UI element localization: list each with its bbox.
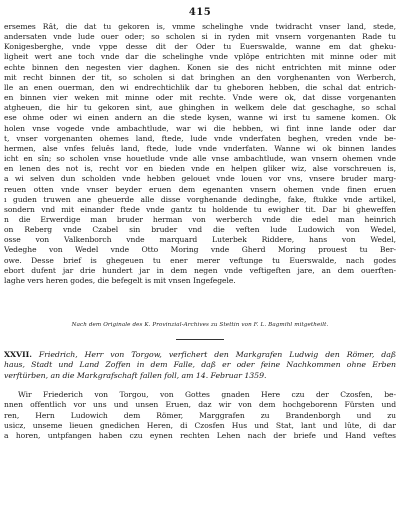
text-line: atgheuen, die hir tu gekoren sint, aue ghinghen in welkem dele dat geschaghe, so schal (4, 103, 396, 113)
charter-body-text (4, 22, 396, 286)
heading-line: verftürben, an die Markgrafschaft fallen foll, am 14. Februar 1359. (4, 370, 267, 380)
charter-text (4, 390, 396, 441)
text-line: n die Erwerdige man bruder herman von werberch vnde die edel man heinrich (4, 214, 396, 224)
text-line: a horen, untpfangen haben czu eynen rechten Lehen nach der briefe und Hand veftes (4, 431, 396, 441)
text-line: echte binnen den negesten vier daghen. Konen sie des nicht entrichten mit minne oder (4, 62, 396, 72)
text-line: ren, Hern Ludowich dem Römer, Marggrafen zu Brandenborgh und zu (4, 410, 396, 420)
text-line: andersaten vnde lude ouer oder; so scholen si in ryden mit vnsern vorgenanten Rade tu (4, 32, 396, 42)
text-line: sondern vnd mit einander ftede vnde gantz tu holdende tu ewigher tit. Dar bi gheweffen (4, 204, 396, 214)
text-line: laghe vers heren godes, die befegelt is mit vnsen Ingefegele. (4, 275, 236, 285)
page-number: 415 (188, 7, 212, 18)
source-note: Nach dem Originale des K. Provinzial-Archives zu Stettin von F. L. Bagmihl mitgetheilt. (71, 322, 329, 328)
text-line: ebort dufent jar drie hundert jar in dem negen vnde veftigeften jare, an dem ouerften- (4, 265, 396, 275)
heading-line: Friedrich, Herr von Torgow, verfichert den Markgrafen Ludwig den Römer, daß (38, 350, 396, 359)
text-line: reuen otten vnde vnser beyder eruen dem egenanten vnsern ohemen vnde finen eruen (4, 184, 396, 194)
text-line: mit recht binnen der tit, so scholen si dat bringhen an den vorghenanten von Werberch, (4, 72, 396, 82)
text-line: en lenen des not is, recht vor en bieden vnde en helpen gliker wiz, alse vorschreuen is, (4, 164, 396, 174)
text-line: ese ohme oder wi einen andern an die stede kysen, wanne wi irst tu samene komen. Ok (4, 113, 396, 123)
text-line: Konigesberghe, vnde vppe desse dit der Oder tu Euerswalde, wanne em dat gheku- (4, 42, 396, 52)
text-line: ı guden truwen ane gheuerde alle disse vorghenande dedinghe, fake, ftukke vnde artikel, (4, 194, 396, 204)
text-line: usicz, unseme lieuen gnedichen Heren, di Czosfen Hus und Stat, lant und lûte, di dar (4, 420, 396, 430)
heading-line: haus, Stadt und Land Zoffen in dem Falle, daß er oder feine Nachkommen ohne Erben (4, 360, 396, 370)
text-line: en binnen vier weken mit minne oder mit rechte. Vnde were ok, dat disse vorgenanten (4, 93, 396, 103)
text-line: holen vnse vogede vnde ambachtlude, war wi die hebben, wi fint inne lande oder dar (4, 123, 396, 133)
text-line: on Reberg vnde Czabel sin bruder vnd die veften lude Ludowich von Wedel, (4, 225, 396, 235)
text-line: nnen offentlich vor uns und unsen Eruen, daz wir von dem hochgeborenn Fürsten und (4, 400, 396, 410)
text-line: hermen, alse vnfes feluês land, ftede, lude vnde vnderfaten. Wanne wi ok binnen landes (4, 143, 396, 153)
text-line: t, vnser vorgenanten ohemes land, ftede, lude vnde vnderfaten beghen, vreden vnde be- (4, 133, 396, 143)
text-line: osse von Valkenborch vnde marquard Luterbek Riddere, hans von Wedel, (4, 235, 396, 245)
text-line: Vedeghe von Wedel vnde Otto Moring vnde Gherd Moring prouest tu Ber- (4, 245, 396, 255)
text-line: owe. Desse brief is ghegeuen tu ener merer veftunge tu Euerswalde, nach godes (4, 255, 396, 265)
text-line: ligheit wert ane toch vnde dar die schelinghe vnde vplôpe entrichten mit minne oder mit (4, 52, 396, 62)
text-line: icht en sîn; so scholen vnse houetlude vnde alle vnse ambachtlude, wan vnsern ohemen vnde (4, 154, 396, 164)
section-heading (4, 350, 396, 381)
text-line: Wir Friederich von Torgou, von Gottes gnaden Here czu der Czosfen, be- (18, 390, 396, 399)
text-line: ersemes Rât, die dat tu gekoren is, vmme schelinghe vnde twidracht vnser land, stede, (4, 22, 396, 31)
text-line: a wi selven dun scholden vnde hebben gelouet vnde louen vor vns, vnsere bruder marg- (4, 174, 396, 184)
section-number: XXVII. (4, 350, 32, 359)
section-divider (176, 339, 224, 340)
text-line: lle an enen ouerman, den wi endrechtichlik dar tu gheboren hebben, die schal dat entrich- (4, 82, 396, 92)
